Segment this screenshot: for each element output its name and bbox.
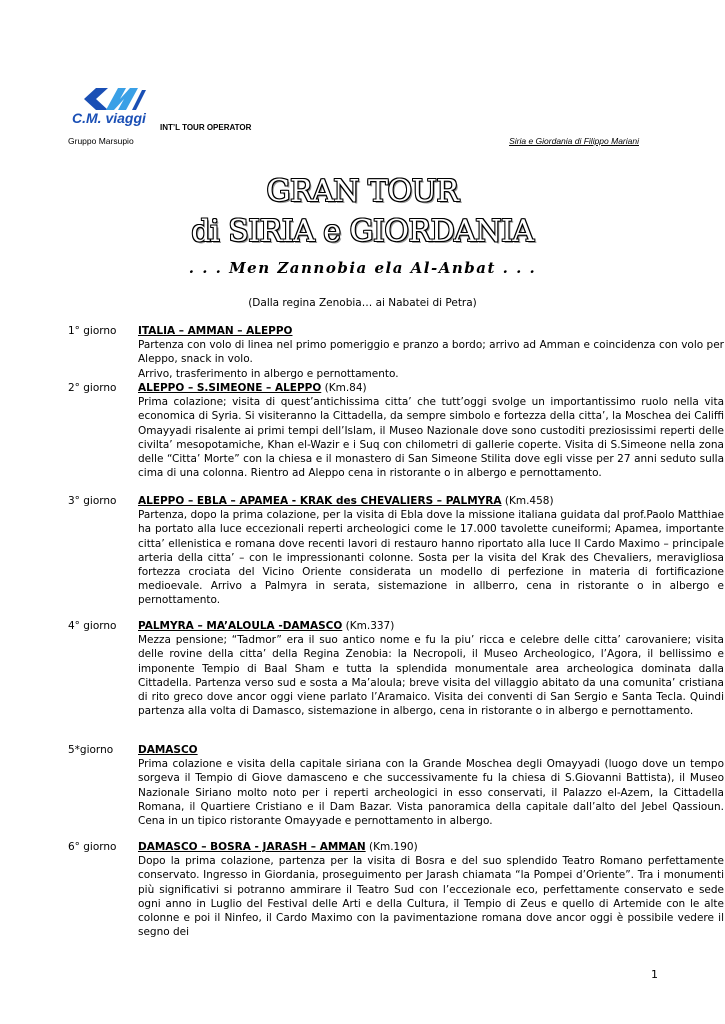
operator-label: INT’L TOUR OPERATOR: [160, 123, 252, 132]
day-km: (Km.190): [365, 841, 418, 853]
day-paragraph: Dopo la prima colazione, partenza per la visita di Bosra e del suo splendido Teatro Romano perfettamente conservato. Ingresso in Giordania, proseguimento per Jarash chiamata “la Pompei d’Oriente”. Tra i monumenti più significativi si potranno ammirare il Teatro Sud con l’eccezionale eco, perfettamente conservato e sede ogni anno in Luglio del Festival delle Arti e della Cultura, il Tempio di Zeus e quello di Artemide con le alte colonne e poi il Ninfeo, il Cardo Maximo con la pavimentazione romana dove ancor oggi è possibile vedere il segno dei: [138, 855, 724, 939]
day-number: 1° giorno: [68, 325, 117, 337]
day-paragraph: Arrivo, trasferimento in albergo e pernottamento.: [138, 367, 399, 380]
day-paragraph: Mezza pensione; “Tadmor” era il suo antico nome e fu la piu’ ricca e celebre delle citta’ carovaniere; visita delle rovine della citta’ della Regina Zenobia: la Necropoli, il Museo Archeologico, l’Agora, il bellissimo e imponente Tempio di Baal Sham e tutta la splendida monumentale area archeologica dominata dalla Cittadella. Partenza verso sud e sosta a Ma’aloula; breve visita del villaggio abitato da una comunita’ cristiana di rito greco dove ancor oggi viene parlato l’Aramaico. Visita dei conventi di San Sergio e Santa Tecla. Quindi partenza alla volta di Damasco, sistemazione in albergo, cena in ristorante o in albergo e pernottamento.: [138, 634, 724, 718]
day-km: (Km.458): [501, 495, 554, 507]
subtitle: (Dalla regina Zenobia… ai Nabatei di Petra): [248, 297, 477, 309]
day-heading: DAMASCO: [138, 744, 198, 756]
day-paragraph: Prima colazione e visita della capitale siriana con la Grande Moschea degli Omayyadi (luogo dove un tempo sorgeva il Tempio di Giove damasceno e che successivamente fu la chiesa di S.Giovanni Battista), il Museo Nazionale Siriano molto noto per i reperti archeologici in esso conservati, il Palazzo el-Azem, la Cittadella Romana, il Quartiere Cristiano e il Dam Bazar. Vista panoramica della capitale dall’alto del Jebel Qassioun. Cena in un tipico ristorante Omayyade e pernottamento in albergo.: [138, 758, 724, 828]
cm-logo-icon: [82, 86, 146, 112]
day-number: 5*giorno: [68, 744, 114, 756]
page-title-line1: GRAN TOUR: [266, 174, 459, 209]
motto: . . . Men Zannobia ela Al-Anbat . . .: [188, 259, 537, 277]
page-title-line2: di SIRIA e GIORDANIA: [191, 214, 534, 249]
day-number: 3° giorno: [68, 495, 117, 507]
day-number: 6° giorno: [68, 841, 117, 853]
day-number: 2° giorno: [68, 382, 117, 394]
day-paragraph: Partenza, dopo la prima colazione, per la visita di Ebla dove la missione italiana guidata dal prof.Paolo Matthiae ha portato alla luce eccezionali reperti archeologici come le 17.000 tavolette cuneiformi; Apamea, importante citta’ ellenistica e romana dove recenti lavori di restauro hanno riportato alla luce Il Cardo Maximo – principale arteria della citta’ – con le impressionanti colonne. Sosta per la visita del Krak des Chevaliers, meravigliosa fortezza crociata del Vicino Oriente considerata un modello di perfezione in materia di fortificazione medioevale. Arrivo a Palmyra in serata, sistemazione in allberго, cena in ristorante o in albergo e pernottamento.: [138, 509, 724, 607]
day-number: 4° giorno: [68, 620, 117, 632]
day-heading: PALMYRA – MA’ALOULA -DAMASCO: [138, 620, 343, 632]
day-paragraph: Prima colazione; visita di quest’antichissima citta’ che tutt’oggi svolge un importantissimo ruolo nella vita economica di Syria. Si visiteranno la Cittadella, da sempre simbolo e fortezza della citta’, la Moschea dei Califfi Omayyadi risalente ai primi tempi dell’Islam, il Museo Nazionale dove sono custoditi preziosissimi reperti delle civilta’ mesopotamiche, Khan el-Wazir e i Suq con chilometri di gallerie coperte. Visita di S.Simeone nella zona delle “Citta’ Morte” con la chiesa e il monastero di San Simeone Stilita dove egli visse per 27 anni seduto sulla cima di una colonna. Rientro ad Aleppo cena in ristorante o in albergo e pernottamento.: [138, 396, 724, 480]
day-heading: ITALIA – AMMAN – ALEPPO: [138, 325, 293, 337]
day-km: (Km.337): [342, 620, 395, 632]
day-heading: ALEPPO – S.SIMEONE – ALEPPO: [138, 382, 322, 394]
day-heading: DAMASCO – BOSRA - JARASH – AMMAN: [138, 841, 366, 853]
logo-name: C.M. viaggi: [72, 110, 146, 126]
page-number: 1: [651, 968, 658, 981]
day-paragraph: Partenza con volo di linea nel primo pomeriggio e pranzo a bordo; arrivo ad Amman e coincidenza con volo per Aleppo, snack in volo.: [138, 339, 724, 366]
company-logo: [66, 86, 161, 132]
day-heading: ALEPPO – EBLA – APAMEA - KRAK des CHEVALIERS – PALMYRA: [138, 495, 502, 507]
group-name: Gruppo Marsupio: [68, 136, 134, 146]
day-km: (Km.84): [321, 382, 367, 394]
author-note: Siria e Giordania di Filippo Mariani: [509, 136, 639, 146]
